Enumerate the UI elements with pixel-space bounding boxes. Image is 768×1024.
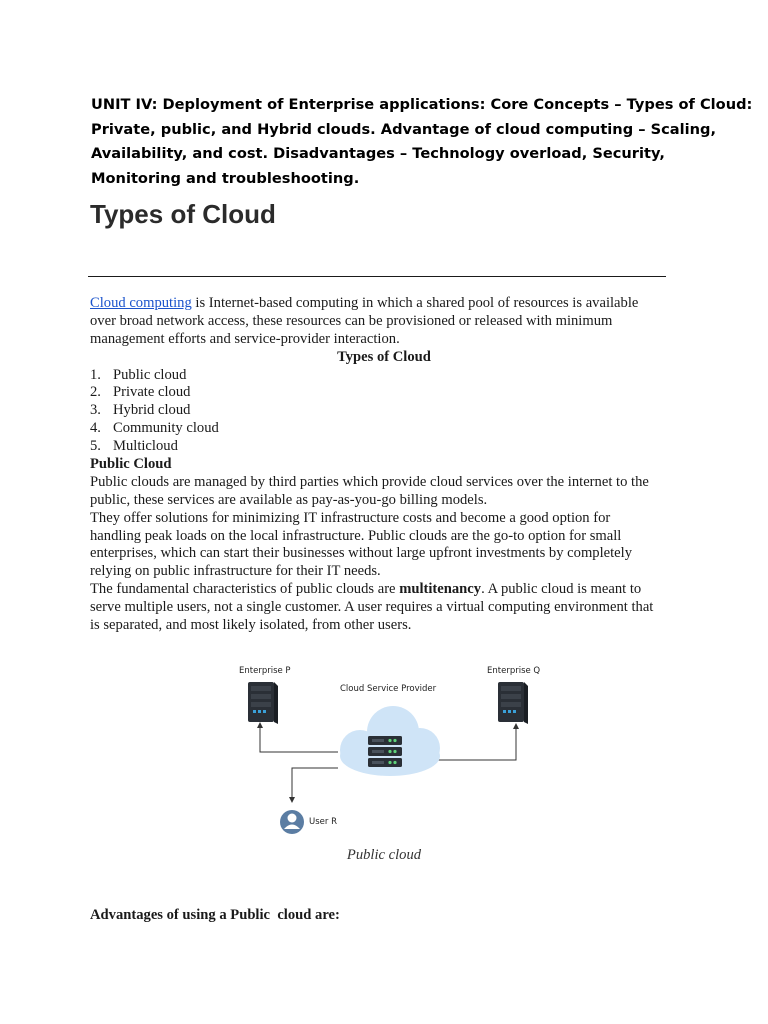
intro-line-3: management efforts and service-provider interaction.: [90, 331, 400, 347]
intro-line-1: [90, 295, 638, 313]
enterprise-p-label: Enterprise P: [239, 666, 291, 676]
advantages-heading: Advantages of using a Public cloud are:: [90, 907, 340, 923]
unit-heading-line: Availability, and cost. Disadvantages – Technology overload, Security,: [91, 145, 665, 163]
server-icon: [248, 682, 278, 724]
paragraph-line: public, these services are available as pay-as-you-go billing models.: [90, 492, 488, 508]
list-number: 2.: [90, 384, 101, 400]
list-label: Community cloud: [113, 420, 219, 436]
list-item: [90, 367, 186, 385]
list-item: [90, 438, 178, 456]
list-item: [90, 402, 190, 420]
unit-heading-line: Private, public, and Hybrid clouds. Advantage of cloud computing – Scaling,: [91, 120, 716, 138]
user-r-label: User R: [309, 817, 337, 827]
connector-to-user-r: [292, 768, 338, 800]
paragraph-line: handling peak loads on the local infrastructure. Public clouds are the go-to option for small: [90, 528, 622, 544]
list-number: 4.: [90, 420, 101, 436]
page-title: Types of Cloud: [90, 199, 276, 229]
unit-heading-line: Monitoring and troubleshooting.: [91, 170, 360, 188]
list-item: [90, 420, 219, 438]
paragraph-line: They offer solutions for minimizing IT infrastructure costs and become a good option for: [90, 510, 611, 526]
multitenancy-term: multitenancy: [399, 581, 482, 597]
paragraph-line: is separated, and most likely isolated, from other users.: [90, 617, 412, 633]
intro-text: is Internet-based computing in which a shared pool of resources is available: [191, 295, 639, 311]
unit-heading-line: UNIT IV: Deployment of Enterprise applications: Core Concepts – Types of Cloud:: [91, 96, 753, 113]
cloud-computing-link[interactable]: Cloud computing: [90, 295, 192, 311]
public-cloud-diagram: [230, 660, 550, 840]
paragraph-text: The fundamental characteristics of public clouds are: [90, 581, 400, 597]
server-icon: [498, 682, 528, 724]
unit-heading: [91, 93, 753, 192]
cloud-provider-label: Cloud Service Provider: [340, 684, 437, 694]
paragraph-line: Public clouds are managed by third parties which provide cloud services over the internet to the: [90, 474, 649, 490]
list-label: Multicloud: [113, 438, 178, 454]
intro-line-2: over broad network access, these resources can be provisioned or released with minimum: [90, 313, 613, 329]
list-number: 3.: [90, 402, 101, 418]
user-icon: [280, 810, 304, 834]
list-number: 1.: [90, 367, 101, 383]
paragraph-line: enterprises, which can start their businesses without large upfront investments by completely: [90, 545, 633, 561]
horizontal-rule: [88, 276, 666, 277]
list-label: Hybrid cloud: [113, 402, 191, 418]
connector-to-enterprise-p: [260, 725, 338, 752]
paragraph-line: serve multiple users, not a single customer. A user requires a virtual computing environment that: [90, 599, 654, 615]
list-label: Public cloud: [113, 367, 187, 383]
list-number: 5.: [90, 438, 101, 454]
connector-to-enterprise-q: [435, 726, 516, 760]
list-label: Private cloud: [113, 384, 191, 400]
enterprise-q-label: Enterprise Q: [487, 666, 541, 676]
types-heading: Types of Cloud: [337, 349, 431, 365]
paragraph-line: [90, 581, 641, 599]
cloud-icon: [340, 706, 440, 776]
public-cloud-heading: Public Cloud: [90, 456, 172, 472]
paragraph-text: . A public cloud is meant to: [481, 581, 642, 597]
figure-caption: Public cloud: [346, 847, 422, 863]
list-item: [90, 384, 190, 402]
paragraph-line: relying on public infrastructure for their IT needs.: [90, 563, 381, 579]
